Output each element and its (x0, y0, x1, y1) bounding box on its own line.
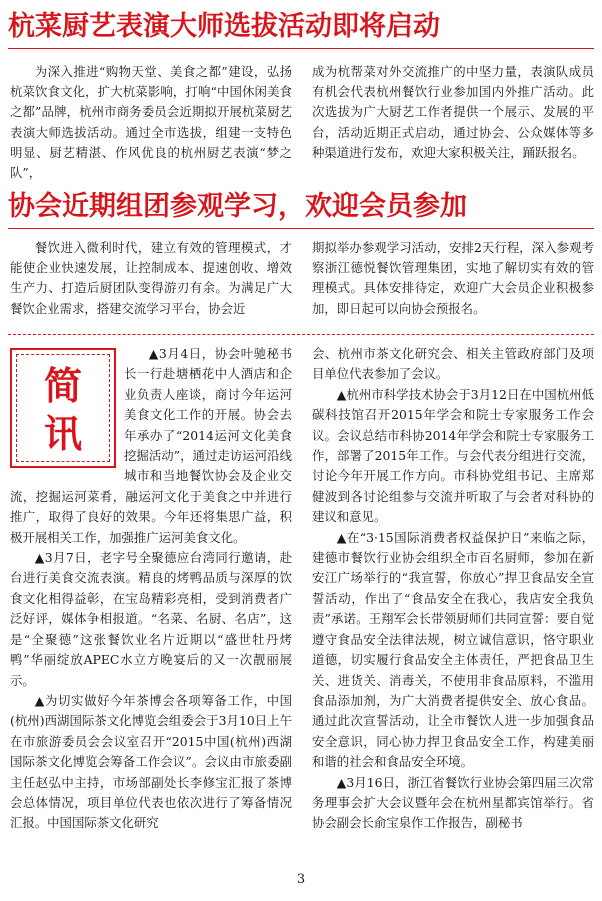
article1-left-column (10, 62, 292, 183)
article1-left-text: 为深入推进“购物天堂、美食之都”建设，弘扬杭菜饮食文化，扩大杭菜影响，打响“中国休闲美食之都”品牌，杭州市商务委员会近期拟开展杭菜厨艺表演大师选拔活动。通过全市选拔，组建一支特色明显、厨艺精湛、作风优良的杭州厨艺表演“梦之队”， (10, 64, 292, 181)
briefs-left-column (10, 344, 292, 834)
article2-right-column (312, 238, 594, 319)
brief-item: 会、杭州市茶文化研究会、相关主管政府部门及项目单位代表参加了会议。 (312, 346, 594, 382)
article1-title: 杭菜厨艺表演大师选拔活动即将启动 (8, 11, 440, 42)
briefs-badge-char2: 讯 (43, 411, 82, 456)
brief-item: ▲在“3·15国际消费者权益保护日”来临之际，建德市餐饮行业协会组织全市百名厨师，参加在新安江广场举行的“我宣誓，你放心”捍卫食品安全宣誓活动，作出了“食品安全在我心，我店安全我负责”承诺。王翔军会长带领厨师们共同宣誓：要自觉遵守食品安全法律法规，树立诚信意识，恪守职业道德，切实履行食品安全主体责任，严把食品卫生关、进货关、消毒关，不使用非食品原料，不滥用食品添加剂，为广大消费者提供安全、放心食品。通过此次宣誓活动，让全市餐饮人进一步加强食品安全意识，同心协力捍卫食品安全工作，构建美丽和谐的社会和食品安全环境。 (312, 529, 594, 770)
article2-right-text: 期拟举办参观学习活动，安排2天行程，深入参观考察浙江德悦餐饮管理集团，实地了解切实有效的管理模式。具体安排待定，欢迎广大会员企业积极参加，即日起可以向协会预报名。 (312, 240, 594, 316)
article2-left-column (10, 238, 292, 319)
briefs-right-column (312, 344, 594, 834)
brief-item: ▲为切实做好今年茶博会各项筹备工作，中国(杭州)西湖国际茶文化博览会组委会于3月10日上午在市旅游委员会会议室召开“2015中国(杭州)西湖国际茶文化博览会筹备工作会议”。会议由市旅委副主任赵弘中主持，市场部副处长李修宝汇报了茶博会总体情况，项目单位代表也依次进行了筹备情况汇报。中国国际茶文化研究 (10, 692, 292, 831)
article1-rule (8, 48, 594, 49)
brief-item: ▲3月16日，浙江省餐饮行业协会第四届三次常务理事会扩大会议暨年会在杭州星都宾馆举行。省协会副会长俞宝泉作工作报告，副秘书 (312, 774, 594, 831)
article2-rule (8, 228, 594, 229)
article1-right-text: 成为杭帮菜对外交流推广的中坚力量，表演队成员有机会代表杭州餐饮行业参加国内外推广活动。此次选拔为广大厨艺工作者提供一个展示、发展的平台，活动近期正式启动，通过协会、公众媒体等多种渠道进行发布，欢迎大家积极关注，踊跃报名。 (312, 64, 594, 160)
briefs-divider (8, 334, 594, 335)
briefs-badge (10, 348, 116, 468)
brief-item: ▲杭州市科学技术协会于3月12日在中国杭州低碳科技馆召开2015年学会和院士专家服务工作会议。会议总结市科协2014年学会和院士专家服务工作，部署了2015年工作。与会代表分组进行交流，讨论今年开展工作方向。市科协党组书记、主席郑健波到各讨论组参与交流并听取了与会者对科协的建议和意见。 (312, 386, 594, 525)
article2-left-text: 餐饮进入微利时代，建立有效的管理模式，才能使企业快速发展，让控制成本、提速创收、增效生产力、打造后厨团队变得游刃有余。为满足广大餐饮企业需求，搭建交流学习平台，协会近 (10, 240, 292, 316)
page-number: 3 (296, 872, 306, 887)
brief-item: ▲3月7日，老字号全聚德应台湾同行邀请，赴台进行美食交流表演。精良的烤鸭品质与深厚的饮食文化相得益彰，在宝岛精彩亮相，受到消费者广泛好评，媒体争相报道。“名菜、名厨、名店”，这是“全聚德”这张餐饮业名片近期以“盛世牡丹烤鸭”华丽绽放APEC水立方晚宴后的又一次靓丽展示。 (10, 550, 292, 688)
article1-right-column (312, 62, 594, 163)
brief-item: ▲3月4日，协会叶驰秘书长一行赴塘栖花中人酒店和企业负责人座谈，商讨今年运河美食文化工作的开展。协会去年承办了“2014运河文化美食挖掘活动”，通过走访运河沿线城市和当地餐饮协会及企业交流，挖掘运河菜肴，融运河文化于美食之中并进行推广，取得了良好的效果。今年还将集思广益，积极开展相关工作，加强推广运河美食文化。 (10, 346, 292, 545)
briefs-badge-char1: 简 (43, 363, 82, 408)
article2-title: 协会近期组团参观学习，欢迎会员参加 (8, 191, 467, 222)
